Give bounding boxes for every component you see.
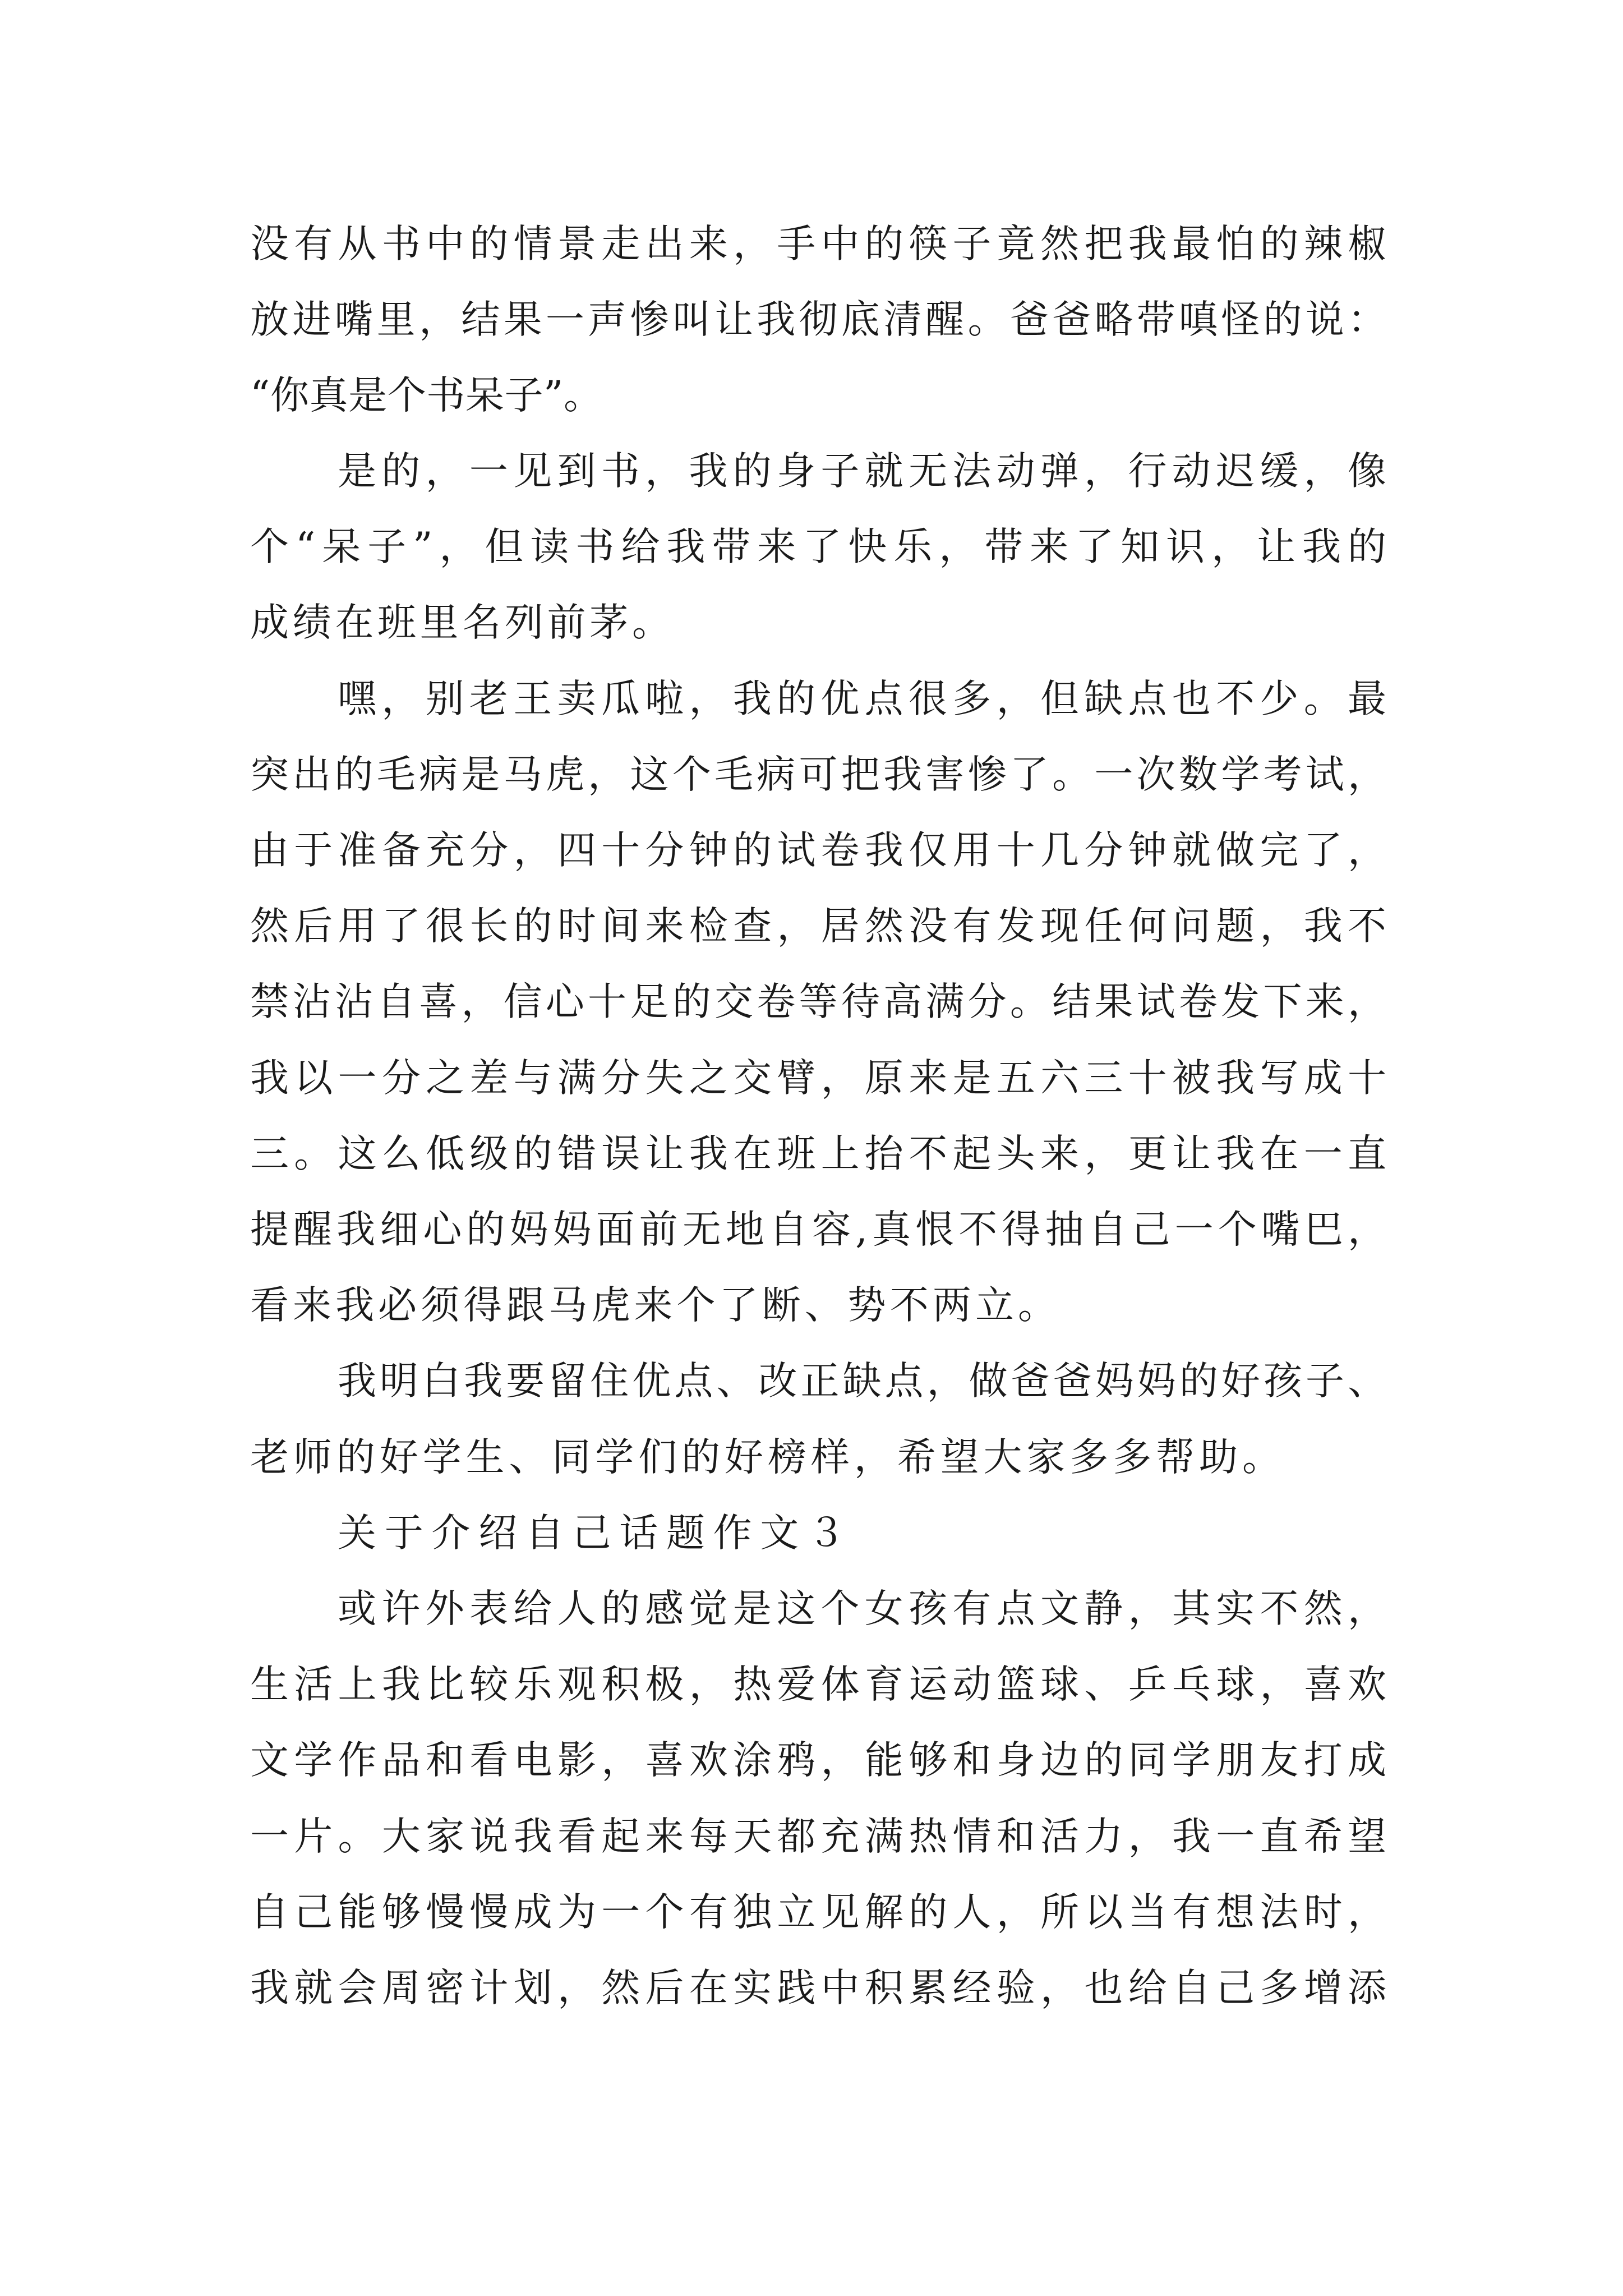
text-line: [0, 438, 1623, 505]
text-line-content: 突​出​的​毛​病​是​马​虎​，​这​个​毛​病​可​把​我​害​惨​了​。​一​次​数​学​考​试​，: [250, 752, 1386, 797]
text-line: [0, 741, 1623, 808]
text-line-content: 嘿​，​别​老​王​卖​瓜​啦​，​我​的​优​点​很​多​，​但​缺​点​也​不​少​。​最: [338, 677, 1386, 721]
text-line-content: 我​就​会​周​密​计​划​，​然​后​在​实​践​中​积​累​经​验​，​也​给​自​己​多​增​添: [250, 1966, 1386, 2010]
text-line-content: 我​以​一​分​之​差​与​满​分​失​之​交​臂​，​原​来​是​五​六​三​十​被​我​写​成​十: [250, 1056, 1386, 1101]
text-line: [0, 1879, 1623, 1946]
text-line-content: 老​师​的​好​学​生​、​同​学​们​的​好​榜​样​，​希​望​大​家​多​多​帮​助​。: [250, 1435, 1281, 1480]
text-line: [0, 1347, 1623, 1415]
text-line-content: 我​明​白​我​要​留​住​优​点​、​改​正​缺​点​，​做​爸​爸​妈​妈​的​好​孩​子​、: [338, 1359, 1386, 1404]
text-line-content: 一​片​。​大​家​说​我​看​起​来​每​天​都​充​满​热​情​和​活​力​，​我​一​直​希​望: [250, 1814, 1386, 1859]
text-line: [0, 1803, 1623, 1870]
text-line: [0, 817, 1623, 884]
text-line: [0, 210, 1623, 278]
text-line-content: 然​后​用​了​很​长​的​时​间​来​检​查​，​居​然​没​有​发​现​任​何​问​题​，​我​不: [250, 904, 1386, 949]
text-line-content: 提​醒​我​细​心​的​妈​妈​面​前​无​地​自​容​,​真​恨​不​得​抽​自​己​一​个​嘴​巴​，: [250, 1207, 1386, 1252]
text-line: [0, 1727, 1623, 1794]
text-line-content: 成​绩​在​班​里​名​列​前​茅​。: [250, 600, 671, 645]
text-line: [0, 1272, 1623, 1339]
text-line-content: 自​己​能​够​慢​慢​成​为​一​个​有​独​立​见​解​的​人​，​所​以​当​有​想​法​时​，: [250, 1890, 1386, 1935]
text-line: [0, 362, 1623, 429]
text-line-content: 没​有​从​书​中​的​情​景​走​出​来​，​手​中​的​筷​子​竟​然​把​我​最​怕​的​辣​椒: [250, 222, 1386, 266]
text-line: [0, 1196, 1623, 1263]
text-line: [0, 1120, 1623, 1188]
text-line-content: 是​的​，​一​见​到​书​，​我​的​身​子​就​无​法​动​弹​，​行​动​迟​缓​，​像: [338, 449, 1386, 494]
text-line-content: 生​活​上​我​比​较​乐​观​积​极​，​热​爱​体​育​运​动​篮​球​、​乒​乓​球​，​喜​欢: [250, 1662, 1386, 1707]
text-line: [0, 1575, 1623, 1642]
text-line: [0, 1424, 1623, 1491]
text-line: [0, 665, 1623, 733]
text-line-content: 放​进​嘴​里​，​结​果​一​声​惨​叫​让​我​彻​底​清​醒​。​爸​爸​略​带​嗔​怪​的​说​：: [250, 297, 1386, 342]
text-line-content: 个​“​呆​子​”​，​但​读​书​给​我​带​来​了​快​乐​，​带​来​了​知​识​，​让​我​的: [250, 524, 1386, 569]
text-line: [0, 286, 1623, 353]
section-heading-text: 关​于​介​绍​自​己​话​题​作​文​３: [338, 1511, 846, 1556]
text-line-content: 三​。​这​么​低​级​的​错​误​让​我​在​班​上​抬​不​起​头​来​，​更​让​我​在​一​直: [250, 1131, 1386, 1176]
text-line-content: 文​学​作​品​和​看​电​影​，​喜​欢​涂​鸦​，​能​够​和​身​边​的​同​学​朋​友​打​成: [250, 1738, 1386, 1783]
text-line-content: 禁​沾​沾​自​喜​，​信​心​十​足​的​交​卷​等​待​高​满​分​。​结​果​试​卷​发​下​来​，: [250, 979, 1386, 1024]
text-line: [0, 1045, 1623, 1112]
text-line-content: 或​许​外​表​给​人​的​感​觉​是​这​个​女​孩​有​点​文​静​，​其​实​不​然​，: [338, 1586, 1386, 1631]
text-line-content: 由​于​准​备​充​分​，​四​十​分​钟​的​试​卷​我​仅​用​十​几​分​钟​就​做​完​了​，: [250, 828, 1386, 873]
text-line-content: “​你​真​是​个​书​呆​子​”​。: [250, 373, 602, 418]
text-line: [0, 589, 1623, 656]
text-line: [0, 1651, 1623, 1718]
text-line: [0, 968, 1623, 1036]
text-line-content: 看​来​我​必​须​得​跟​马​虎​来​个​了​断​、​势​不​两​立​。: [250, 1283, 1057, 1328]
section-heading: [0, 1499, 1623, 1567]
text-line: [0, 1954, 1623, 2022]
text-line: [0, 892, 1623, 960]
text-line: [0, 513, 1623, 581]
